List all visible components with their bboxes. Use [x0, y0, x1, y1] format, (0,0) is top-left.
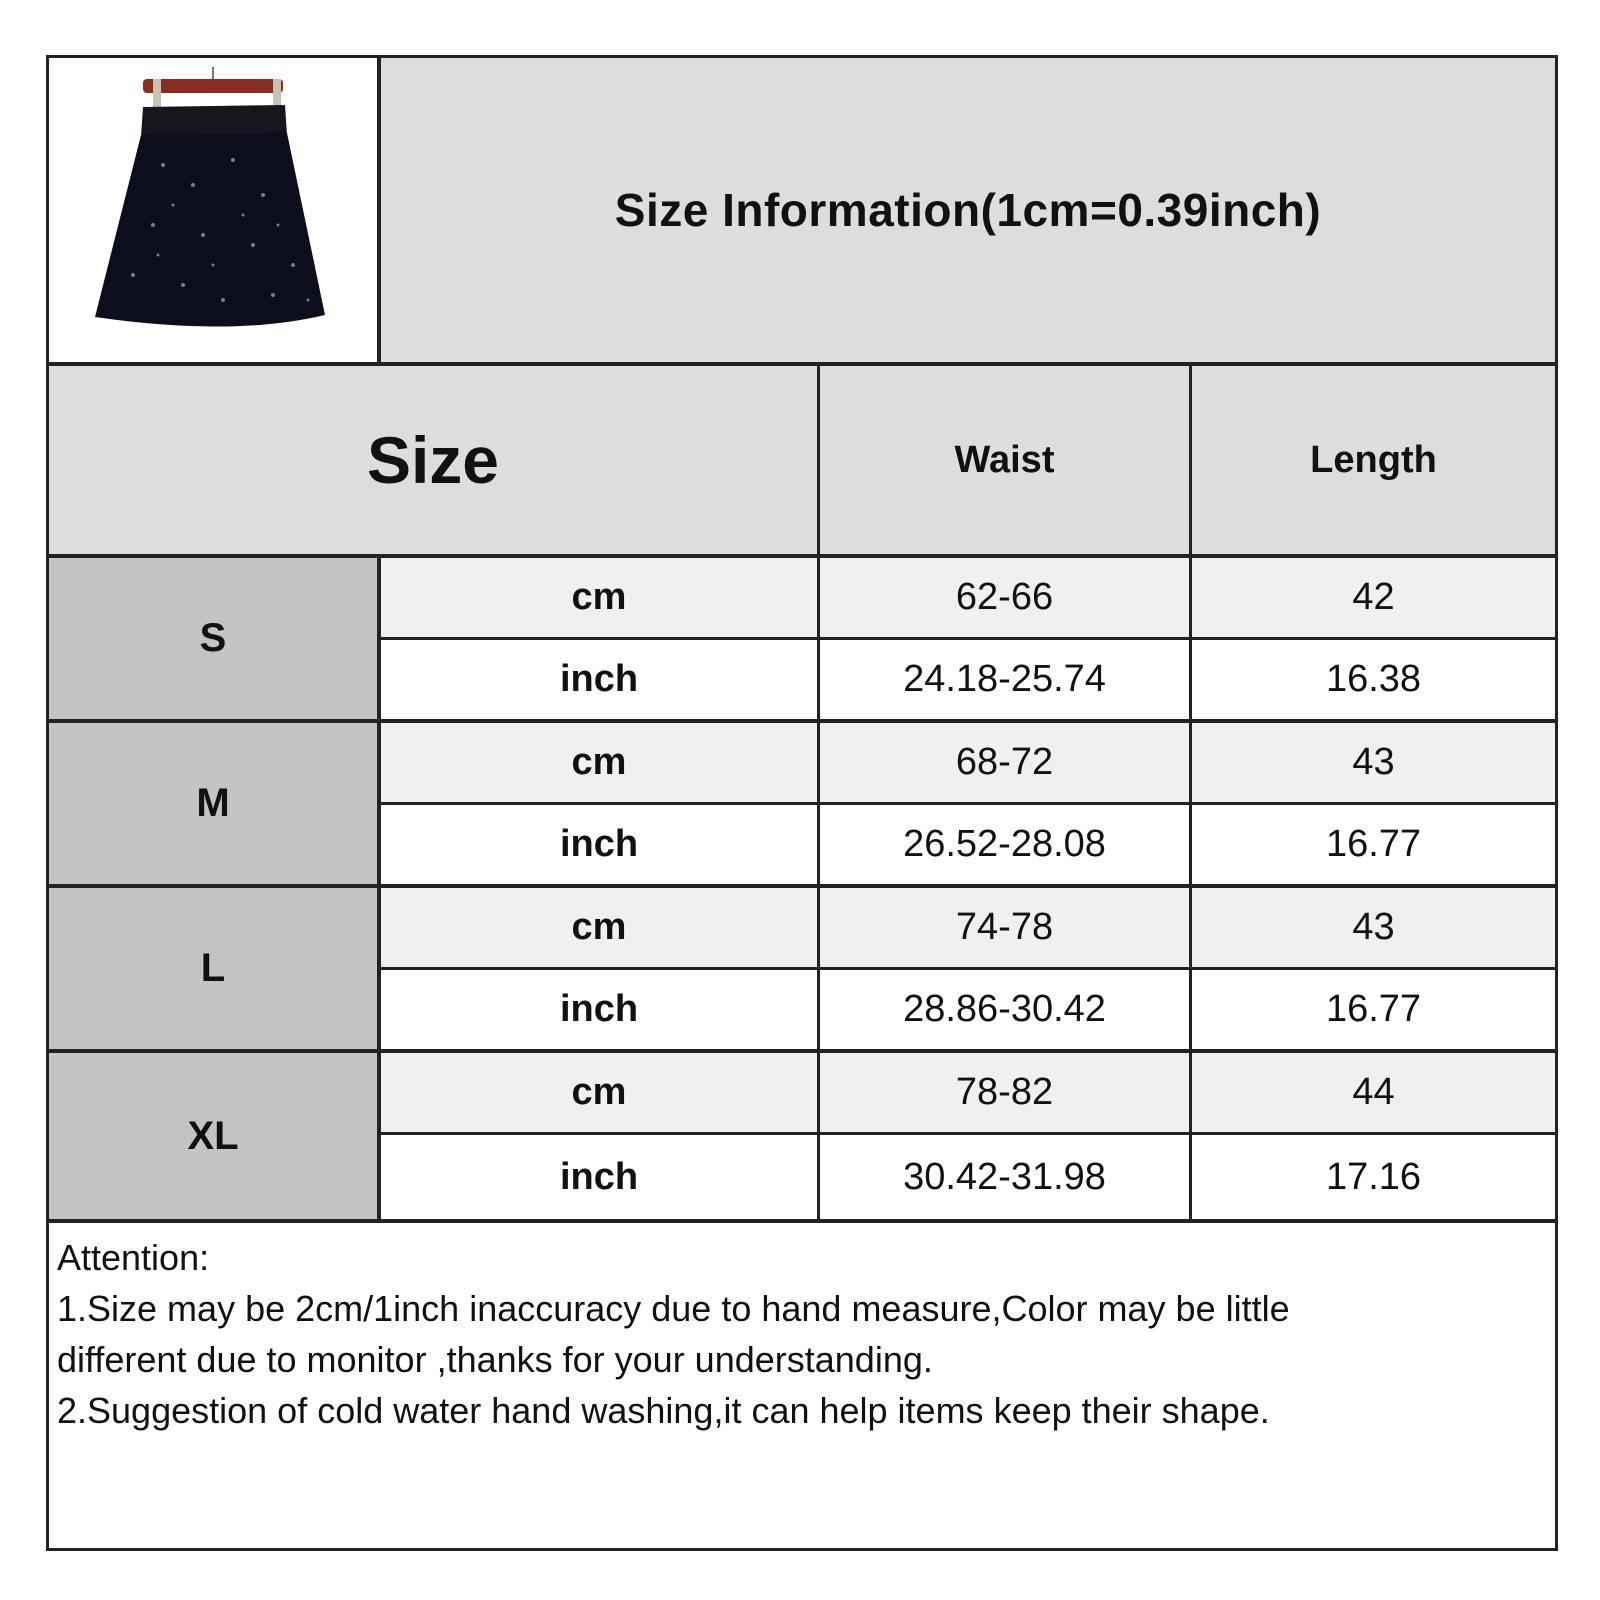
waist-value: 24.18-25.74 [903, 658, 1106, 700]
waist-value: 78-82 [955, 1071, 1054, 1113]
size-label-cell [49, 888, 381, 1053]
unit-label: cm [571, 906, 627, 948]
chart-title-cell [381, 58, 1555, 366]
waist-value: 74-78 [955, 906, 1054, 948]
waist-header-label: Waist [954, 438, 1055, 481]
size-label: M [196, 781, 230, 825]
waist-value: 26.52-28.08 [903, 823, 1106, 865]
waist-value-cell [820, 1135, 1192, 1223]
unit-cell [381, 1053, 820, 1135]
size-label-cell [49, 1053, 381, 1223]
unit-label: inch [559, 988, 639, 1030]
note-line: 2.Suggestion of cold water hand washing,it can help items keep their shape. [57, 1390, 1270, 1431]
size-label-cell [49, 723, 381, 888]
length-value-cell [1192, 970, 1555, 1053]
length-value-cell [1192, 1053, 1555, 1135]
length-value-cell [1192, 805, 1555, 888]
size-label: XL [187, 1113, 239, 1158]
waist-value-cell [820, 558, 1192, 640]
length-value-cell [1192, 1135, 1555, 1223]
waist-value-cell [820, 640, 1192, 723]
unit-cell [381, 723, 820, 805]
length-value: 17.16 [1325, 1155, 1422, 1198]
skirt-illustration [63, 65, 363, 355]
unit-label: cm [571, 741, 627, 783]
size-label: S [199, 616, 227, 660]
unit-cell [381, 558, 820, 640]
length-value: 16.77 [1325, 988, 1422, 1030]
waist-value-cell [820, 1053, 1192, 1135]
unit-label: cm [571, 1071, 627, 1113]
waist-value-cell [820, 723, 1192, 805]
length-value: 16.77 [1325, 823, 1422, 865]
waist-value-cell [820, 805, 1192, 888]
unit-label: cm [571, 576, 627, 618]
waist-value: 68-72 [955, 741, 1054, 783]
unit-label: inch [559, 658, 639, 700]
attention-notes [49, 1228, 1555, 1548]
unit-label: inch [559, 823, 639, 865]
notes-heading: Attention: [57, 1237, 210, 1278]
note-line: different due to monitor ,thanks for your understanding. [57, 1339, 933, 1380]
length-value: 43 [1352, 906, 1395, 948]
length-value-cell [1192, 640, 1555, 723]
size-label: L [200, 946, 226, 990]
waist-value-cell [820, 888, 1192, 970]
waist-value: 30.42-31.98 [903, 1155, 1106, 1198]
length-column-header [1192, 366, 1555, 558]
unit-cell [381, 1135, 820, 1223]
waist-value: 28.86-30.42 [903, 988, 1106, 1030]
waist-value: 62-66 [955, 576, 1054, 618]
unit-cell [381, 640, 820, 723]
length-value: 16.38 [1325, 658, 1422, 700]
size-header-label: Size [366, 423, 500, 497]
length-header-label: Length [1310, 438, 1437, 481]
length-value-cell [1192, 723, 1555, 805]
unit-cell [381, 805, 820, 888]
length-value: 44 [1352, 1071, 1395, 1113]
product-image [49, 58, 381, 366]
waist-column-header [820, 366, 1192, 558]
size-label-cell [49, 558, 381, 723]
length-value: 43 [1352, 741, 1395, 783]
unit-cell [381, 888, 820, 970]
waist-value-cell [820, 970, 1192, 1053]
note-line: 1.Size may be 2cm/1inch inaccuracy due to hand measure,Color may be little [57, 1288, 1290, 1329]
chart-title: Size Information(1cm=0.39inch) [614, 184, 1322, 236]
length-value: 42 [1352, 576, 1395, 618]
size-chart [46, 55, 1558, 1551]
unit-cell [381, 970, 820, 1053]
unit-label: inch [559, 1155, 639, 1198]
size-column-header [49, 366, 820, 558]
length-value-cell [1192, 888, 1555, 970]
length-value-cell [1192, 558, 1555, 640]
